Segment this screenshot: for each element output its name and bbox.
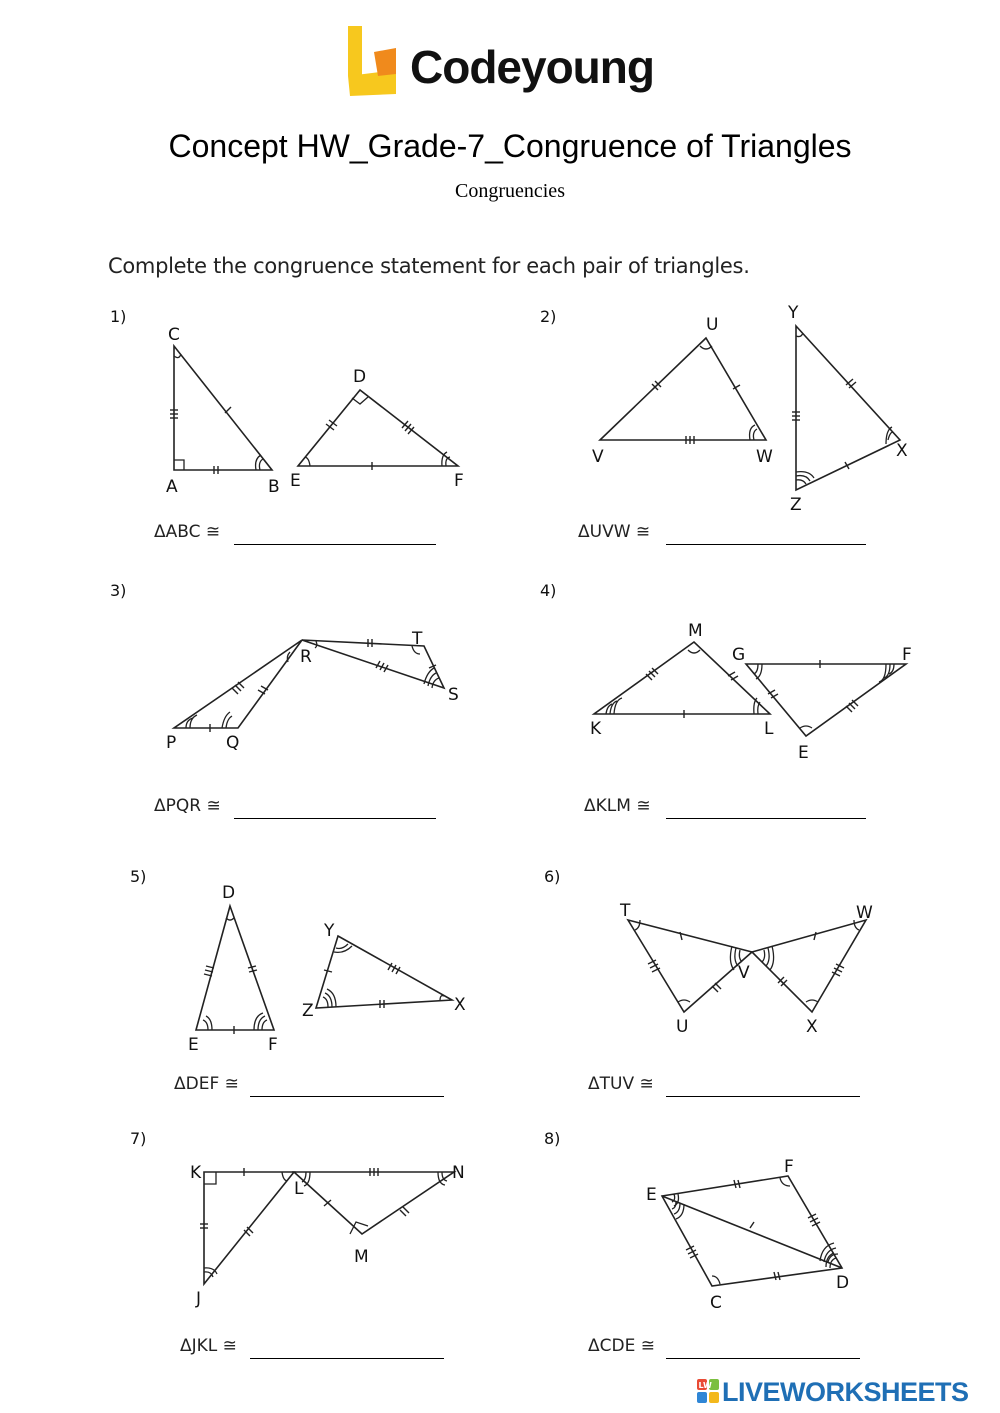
problem-3-figure xyxy=(110,581,459,753)
answer-blank-1[interactable] xyxy=(234,544,436,545)
vertex-label-e: E xyxy=(646,1185,657,1205)
problem-4-number: 4) xyxy=(540,581,557,600)
problem-2-figure xyxy=(540,303,908,515)
vertex-label-e: E xyxy=(290,471,301,491)
answer-blank-8[interactable] xyxy=(666,1358,860,1359)
vertex-label-c: C xyxy=(168,325,180,345)
vertex-label-y: Y xyxy=(324,921,335,941)
vertex-label-z: Z xyxy=(790,495,802,515)
vertex-label-v: V xyxy=(738,963,750,983)
answer-blank-7[interactable] xyxy=(250,1358,444,1359)
answer-blank-2[interactable] xyxy=(666,544,866,545)
vertex-label-e: E xyxy=(798,743,809,763)
vertex-label-g: G xyxy=(732,645,746,665)
vertex-label-y: Y xyxy=(788,303,799,323)
badge-letter-l: LW xyxy=(698,1381,712,1390)
problem-6-number: 6) xyxy=(544,867,561,886)
statement-6: ΔTUV ≅ xyxy=(588,1074,654,1094)
vertex-label-r: R xyxy=(300,647,312,667)
liveworksheets-brand: LIVEWORKSHEETS xyxy=(722,1377,969,1407)
vertex-label-l: L xyxy=(764,719,774,739)
vertex-label-f: F xyxy=(268,1035,278,1055)
statement-5: ΔDEF ≅ xyxy=(174,1074,239,1094)
problem-2-number: 2) xyxy=(540,307,557,326)
problem-8-number: 8) xyxy=(544,1129,561,1148)
statement-7: ΔJKL ≅ xyxy=(180,1336,237,1356)
vertex-label-f: F xyxy=(454,471,464,491)
vertex-label-w: W xyxy=(856,903,873,923)
problem-7-figure xyxy=(130,1129,465,1309)
vertex-label-x: X xyxy=(896,441,908,461)
vertex-label-k: K xyxy=(190,1163,202,1183)
vertex-label-v: V xyxy=(592,447,604,467)
vertex-label-x: X xyxy=(806,1017,818,1037)
vertex-label-b: B xyxy=(268,477,280,497)
vertex-label-w: W xyxy=(756,447,773,467)
vertex-label-l: L xyxy=(294,1179,304,1199)
vertex-label-a: A xyxy=(166,477,178,497)
statement-2: ΔUVW ≅ xyxy=(578,522,651,542)
problem-3-number: 3) xyxy=(110,581,127,600)
vertex-label-x: X xyxy=(454,995,466,1015)
vertex-label-k: K xyxy=(590,719,602,739)
problem-1-number: 1) xyxy=(110,307,127,326)
problem-7-number: 7) xyxy=(130,1129,147,1148)
vertex-label-f: F xyxy=(902,645,912,665)
vertex-label-s: S xyxy=(448,685,459,705)
vertex-label-d: D xyxy=(836,1273,850,1293)
statement-1: ΔABC ≅ xyxy=(154,522,221,542)
vertex-label-u: U xyxy=(706,315,719,335)
vertex-label-n: N xyxy=(452,1163,465,1183)
vertex-label-f: F xyxy=(784,1157,794,1177)
vertex-label-u: U xyxy=(676,1017,689,1037)
vertex-label-p: P xyxy=(166,733,177,753)
statement-4: ΔKLM ≅ xyxy=(584,796,651,816)
vertex-label-j: J xyxy=(196,1289,202,1309)
answer-blank-4[interactable] xyxy=(666,818,866,819)
page-subtitle: Congruencies xyxy=(455,180,565,202)
vertex-label-c: C xyxy=(710,1293,722,1313)
vertex-label-m: M xyxy=(354,1247,369,1267)
problem-1-figure xyxy=(110,307,464,497)
statement-3: ΔPQR ≅ xyxy=(154,796,221,816)
answer-blank-6[interactable] xyxy=(666,1096,860,1097)
logo-text: Codeyoung xyxy=(410,41,654,93)
vertex-label-d: D xyxy=(353,367,367,387)
statement-8: ΔCDE ≅ xyxy=(588,1336,655,1356)
vertex-label-d: D xyxy=(222,883,236,903)
problem-5-number: 5) xyxy=(130,867,147,886)
vertex-label-m: M xyxy=(688,621,703,641)
page-title: Concept HW_Grade-7_Congruence of Triangles xyxy=(168,128,852,164)
vertex-label-e: E xyxy=(188,1035,199,1055)
vertex-label-t: T xyxy=(412,629,423,649)
liveworksheets-footer xyxy=(696,1374,996,1408)
answer-blank-3[interactable] xyxy=(234,818,436,819)
vertex-label-z: Z xyxy=(302,1001,314,1021)
answer-blank-5[interactable] xyxy=(250,1096,444,1097)
instructions: Complete the congruence statement for each pair of triangles. xyxy=(108,254,750,278)
problem-8-figure xyxy=(544,1129,849,1313)
vertex-label-q: Q xyxy=(226,733,240,753)
problem-6-figure xyxy=(544,867,873,1037)
liveworksheets-logo-icon xyxy=(696,1378,720,1404)
problem-5-figure xyxy=(130,867,466,1055)
problem-4-figure xyxy=(540,581,912,763)
vertex-label-t: T xyxy=(620,901,631,921)
